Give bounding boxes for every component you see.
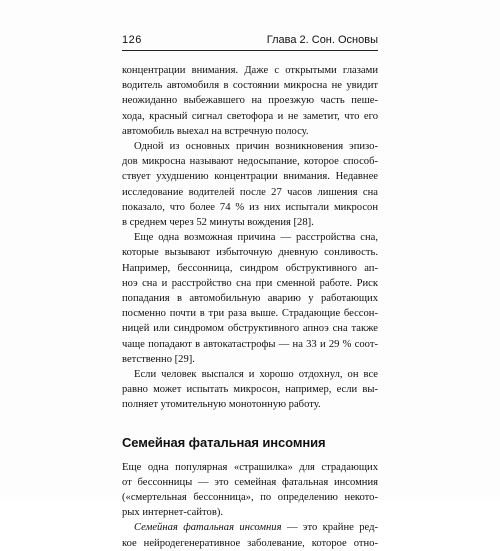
page-number: 126 <box>122 34 142 46</box>
text-line: чаще попадают в автокатастрофы — на 33 и 29 % соот- <box>122 338 378 350</box>
text-line: кое нейродегенеративное заболевание, которое отно- <box>122 537 378 549</box>
text-line: показало, что более 74 % из них испытали микросон <box>122 201 378 213</box>
text-line: Еще одна возможная причина — расстройства сна, <box>134 232 378 244</box>
text-line: («смертельная бессонница», по определению некото- <box>122 492 378 504</box>
text-line: в среднем через 52 минуты вождения [28]. <box>122 217 314 229</box>
text-line: автомобиль выехал на встречную полосу. <box>122 125 309 137</box>
text-line: ницей или синдромом обструктивного апноэ сна также <box>122 323 378 335</box>
italic-term: Семейная фатальная инсомния <box>134 522 282 534</box>
paragraph <box>122 460 378 521</box>
page-header <box>122 30 378 51</box>
text-line: ствует ухудшению концентрации внимания. Недавнее <box>122 171 378 183</box>
text-line: хода, красный сигнал светофора и не заметит, что его <box>122 110 378 122</box>
text-line: Еще одна популярная «страшилка» для страдающих <box>122 461 378 473</box>
paragraph <box>122 63 378 139</box>
text-line: полняет утомительную монотонную работу. <box>122 399 321 411</box>
text-line: концентрации внимания. Даже с открытыми глазами <box>122 65 378 76</box>
text-line: попадания в автомобильную аварию у работающих <box>122 293 378 305</box>
text-line: ветственно [29]. <box>122 353 195 365</box>
paragraph <box>122 139 378 230</box>
text-line: водитель автомобиля в состоянии микросна не увидит <box>122 80 378 92</box>
paragraph <box>122 520 378 550</box>
text-line: исследование водителей после 27 часов лишения сна <box>122 186 378 198</box>
text-line: рых интернет-сайтов). <box>122 507 224 519</box>
section-heading: Семейная фатальная инсомния <box>122 434 326 450</box>
running-head: Глава 2. Сон. Основы <box>266 34 378 46</box>
text-line: Одной из основных причин возникновения эпизо- <box>134 141 378 153</box>
text-fragment: — это крайне ред- <box>281 522 378 534</box>
text-line: посменно почти в три раза выше. Страдающие бессон- <box>122 308 378 320</box>
text-line: ноэ сна и расстройство сна при сменной работе. Риск <box>122 277 378 289</box>
body-text <box>122 63 378 551</box>
text-line: от бессонницы — это семейная фатальная инсомния <box>122 476 378 488</box>
paragraph <box>122 230 378 367</box>
text-line: равно может испытать микросон, например, если вы- <box>122 384 378 396</box>
text-line: неожиданно выбежавшего на проезжую часть пеше- <box>122 95 378 107</box>
text-line: которые вызывают избыточную дневную сонливость. <box>122 247 378 259</box>
text-line: Например, бессонница, синдром обструктивного ап- <box>122 262 378 274</box>
paragraph <box>122 367 378 413</box>
text-line <box>122 520 378 535</box>
text-line: дов микросна называют недосыпание, которое способ- <box>122 156 378 168</box>
text-line: Если человек выспался и хорошо отдохнул, он все <box>134 369 378 381</box>
